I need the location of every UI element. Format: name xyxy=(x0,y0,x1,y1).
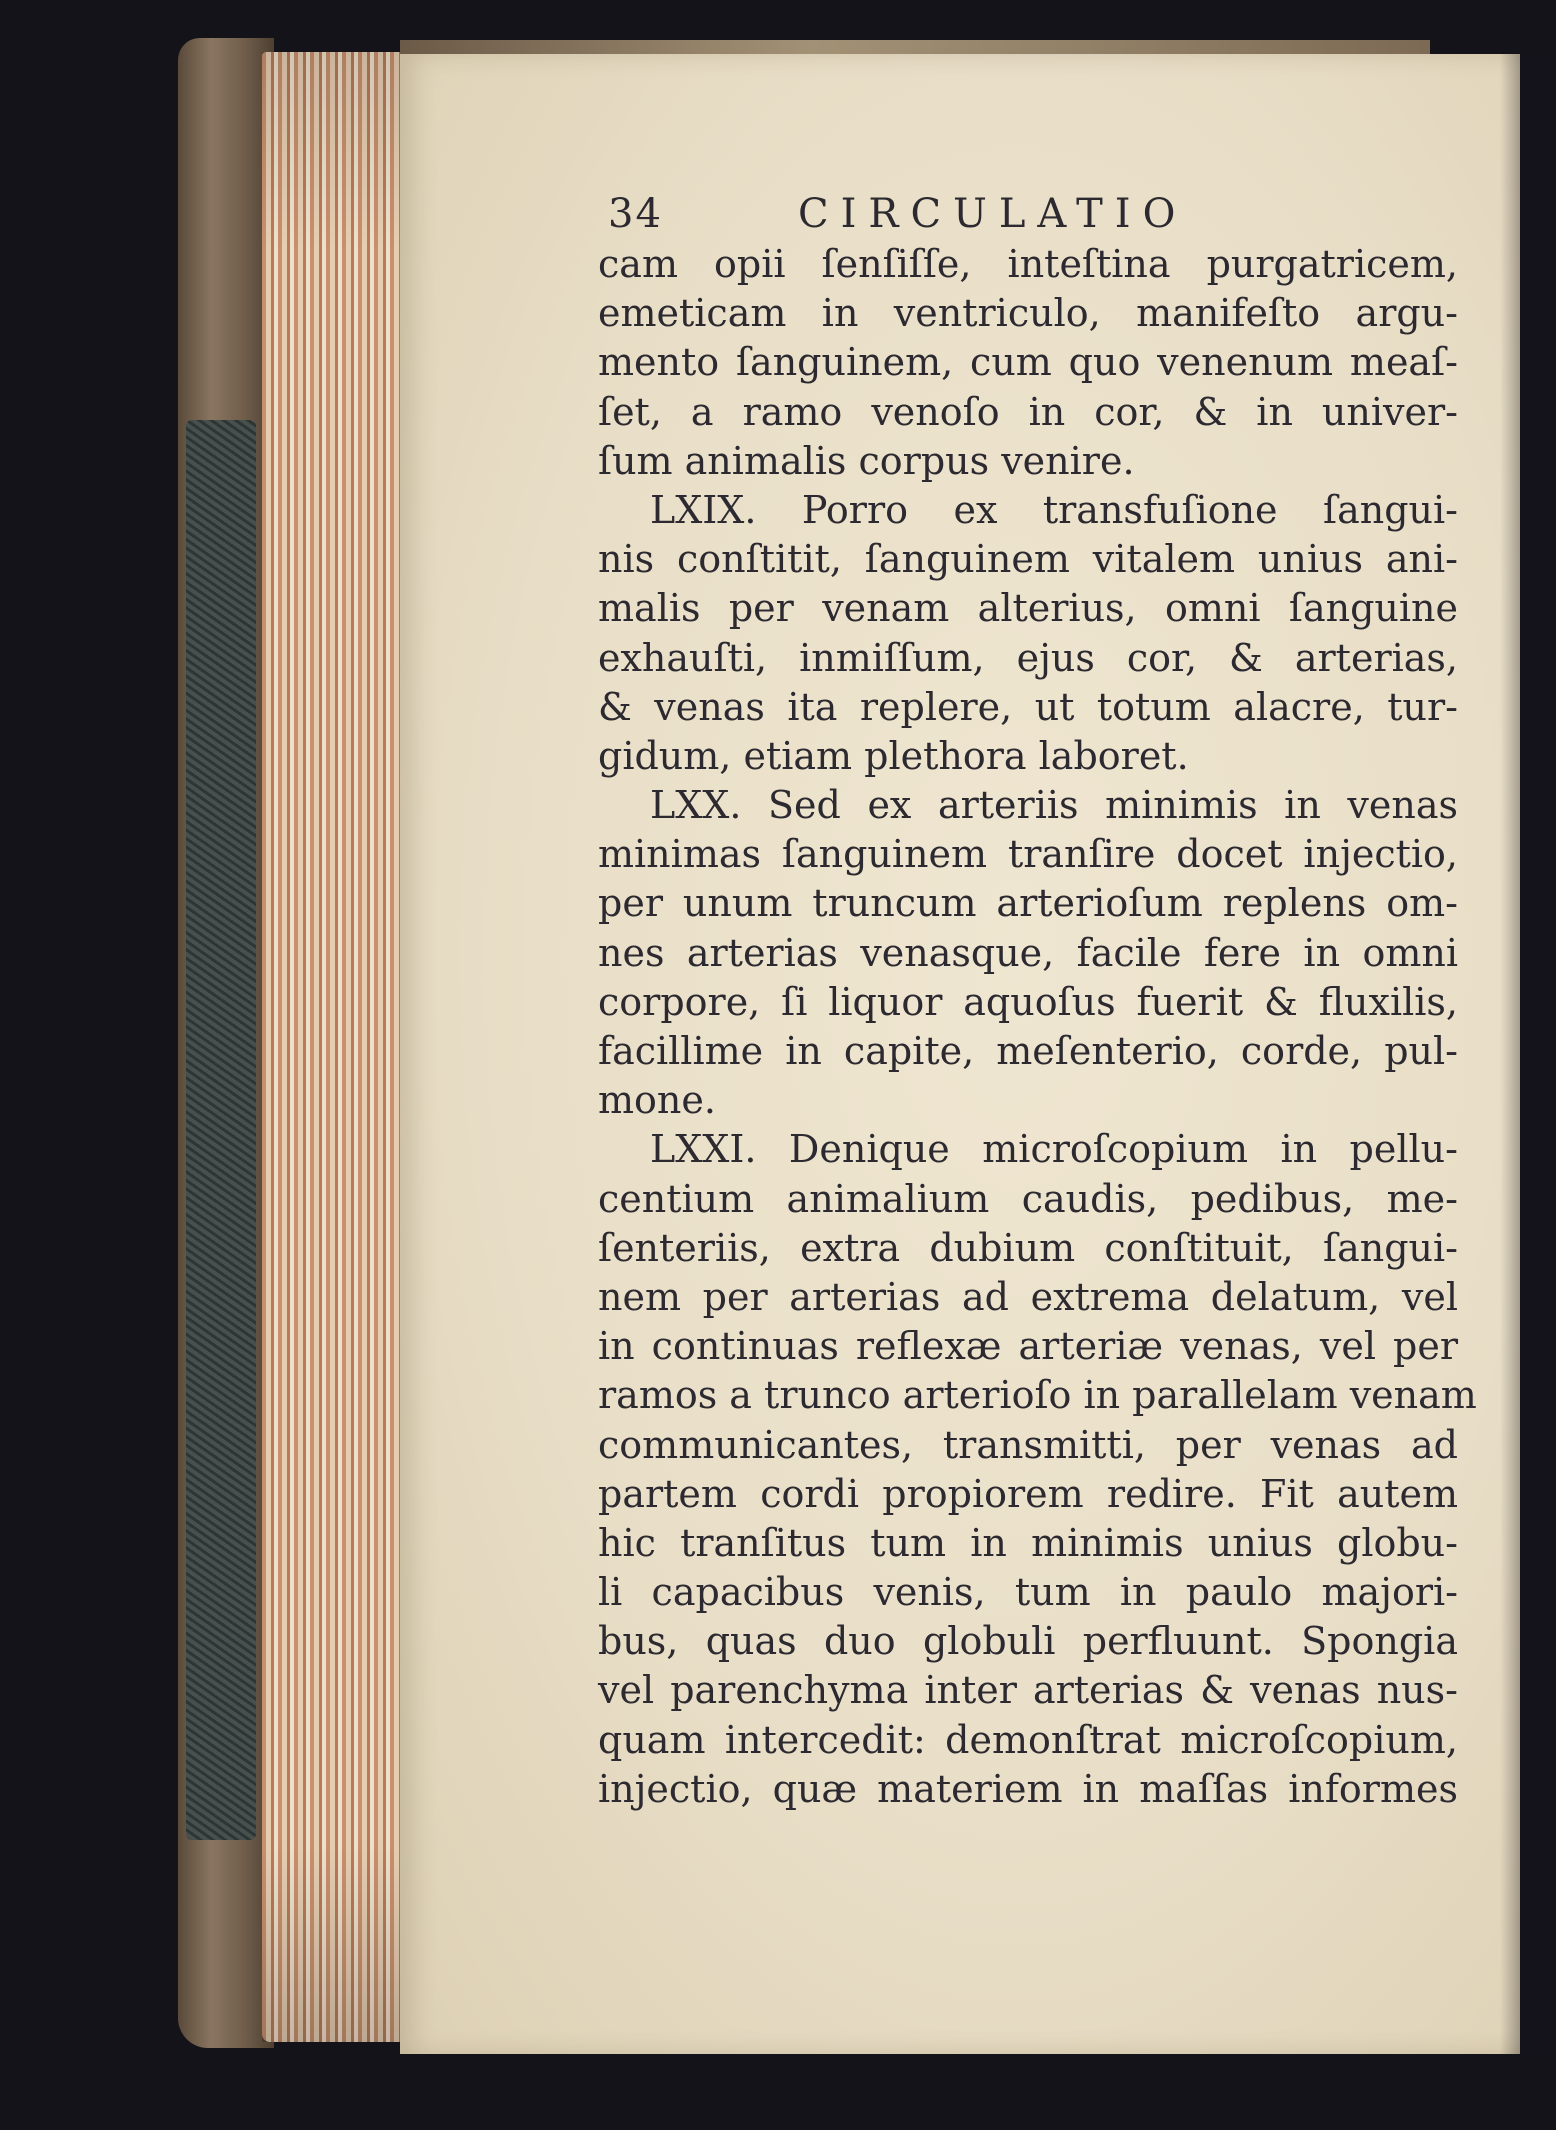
text-line: gidum, etiam plethora laboret. xyxy=(598,733,1189,778)
text-line: injectio, quæ materiem in maſſas informes xyxy=(598,1766,1458,1811)
marbled-cover xyxy=(186,420,256,1840)
text-line: nes arterias venasque, facile fere in omni xyxy=(598,930,1458,975)
text-line: minimas ſanguinem tranſire docet injectio, xyxy=(598,832,1458,877)
text-line: mone. xyxy=(598,1078,716,1123)
text-line: ſenteriis, extra dubium conſtituit, ſangui- xyxy=(598,1225,1458,1270)
paragraph-lxx-start: LXX. Sed ex arteriis minimis in venas xyxy=(650,783,1458,828)
text-line: quam intercedit: demonſtrat microſcopium, xyxy=(598,1717,1458,1762)
page-fore-edge xyxy=(262,52,410,2042)
text-line: per unum truncum arterioſum replens om- xyxy=(598,881,1458,926)
text-line: centium animalium caudis, pedibus, me- xyxy=(598,1176,1458,1221)
page-text-block xyxy=(598,190,1477,1814)
text-line: ramos a trunco arterioſo in parallelam venam xyxy=(598,1373,1477,1418)
text-line: malis per venam alterius, omni ſanguine xyxy=(598,586,1458,631)
text-line: exhauſti, inmiſſum, ejus cor, & arterias, xyxy=(598,635,1458,680)
text-line: corpore, ſi liquor aquoſus fuerit & fluxilis, xyxy=(598,979,1458,1024)
page-gutter-shadow xyxy=(1500,54,1556,2054)
paragraph-lxix-start: LXIX. Porro ex transfuſione ſangui- xyxy=(650,487,1458,532)
text-line: & venas ita replere, ut totum alacre, tur- xyxy=(598,684,1458,729)
text-line: in continuas reflexæ arteriæ venas, vel per xyxy=(598,1324,1458,1369)
paragraph-lxxi-start: LXXI. Denique microſcopium in pellu- xyxy=(650,1127,1458,1172)
text-line: li capacibus venis, tum in paulo majori- xyxy=(598,1570,1458,1615)
running-head xyxy=(598,190,1458,240)
text-line: emeticam in ventriculo, manifeſto argu- xyxy=(598,291,1458,336)
page-number: 34 xyxy=(608,191,663,237)
text-line: vel parenchyma inter arterias & venas nus- xyxy=(598,1668,1458,1713)
text-line: nem per arterias ad extrema delatum, vel xyxy=(598,1274,1458,1319)
text-line: cam opii ſenſiſſe, inteſtina purgatricem, xyxy=(598,242,1458,286)
text-line: bus, quas duo globuli perfluunt. Spongia xyxy=(598,1619,1458,1664)
text-line: mento ſanguinem, cum quo venenum meaſ- xyxy=(598,340,1458,385)
text-line: hic tranſitus tum in minimis unius globu- xyxy=(598,1520,1458,1565)
text-line: ſet, a ramo venoſo in cor, & in univer- xyxy=(598,389,1458,434)
text-line: communicantes, transmitti, per venas ad xyxy=(598,1422,1458,1467)
text-line: nis conſtitit, ſanguinem vitalem unius ani- xyxy=(598,537,1458,582)
text-line: ſum animalis corpus venire. xyxy=(598,438,1135,483)
text-line: partem cordi propiorem redire. Fit autem xyxy=(598,1471,1458,1516)
text-line: facillime in capite, meſenterio, corde, pul- xyxy=(598,1029,1458,1073)
running-title: CIRCULATIO xyxy=(798,191,1188,237)
